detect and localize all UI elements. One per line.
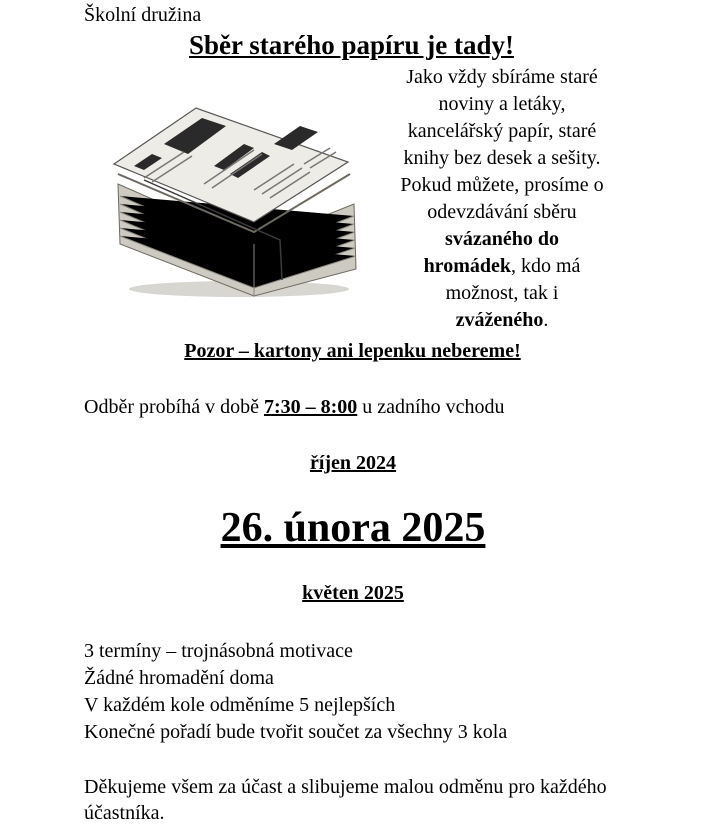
date-main: 26. února 2025 — [220, 505, 486, 551]
intro-text-part: . — [543, 309, 549, 331]
pickup-time: 7:30 – 8:00 — [263, 396, 358, 418]
date-first: říjen 2024 — [309, 452, 397, 474]
rule-item: 3 termíny – trojnásobná motivace — [84, 640, 353, 662]
warning-text: Pozor – kartony ani lepenku nebereme! — [184, 340, 521, 362]
intro-text — [368, 64, 636, 334]
pickup-suffix: u zadního vchodu — [357, 396, 505, 418]
intro-line: kancelářský papír, staré — [407, 120, 597, 142]
intro-line: knihy bez desek a sešity. — [403, 147, 601, 169]
intro-line — [368, 253, 636, 280]
intro-bold: zváženého — [455, 309, 544, 331]
organization-name: Školní družina — [84, 4, 202, 26]
intro-bold: svázaného do — [445, 228, 559, 250]
intro-line — [368, 307, 636, 334]
thanks-text: Děkujeme všem za účast a slibujeme malou odměnu pro každého účastníka. — [84, 776, 607, 824]
intro-line: noviny a letáky, — [438, 93, 566, 115]
rule-item: V každém kole odměníme 5 nejlepších — [84, 694, 396, 716]
rule-item: Žádné hromadění doma — [84, 667, 274, 689]
pickup-prefix: Odběr probíhá v době — [84, 396, 264, 418]
date-last: květen 2025 — [302, 582, 404, 604]
pickup-info — [84, 396, 504, 419]
intro-line: odevzdávání sběru — [427, 201, 577, 223]
intro-line: možnost, tak i — [445, 282, 559, 304]
rules-list — [84, 638, 507, 746]
intro-line — [368, 226, 636, 253]
page-title: Sběr starého papíru je tady! — [188, 30, 514, 60]
intro-text-part: , kdo má — [510, 255, 581, 277]
newspaper-stack-icon — [104, 104, 364, 299]
intro-bold: hromádek — [423, 255, 511, 277]
intro-line: Jako vždy sbíráme staré — [406, 66, 598, 88]
intro-line: Pokud můžete, prosíme o — [400, 174, 604, 196]
rule-item: Konečné pořadí bude tvořit součet za všechny 3 kola — [84, 721, 508, 743]
